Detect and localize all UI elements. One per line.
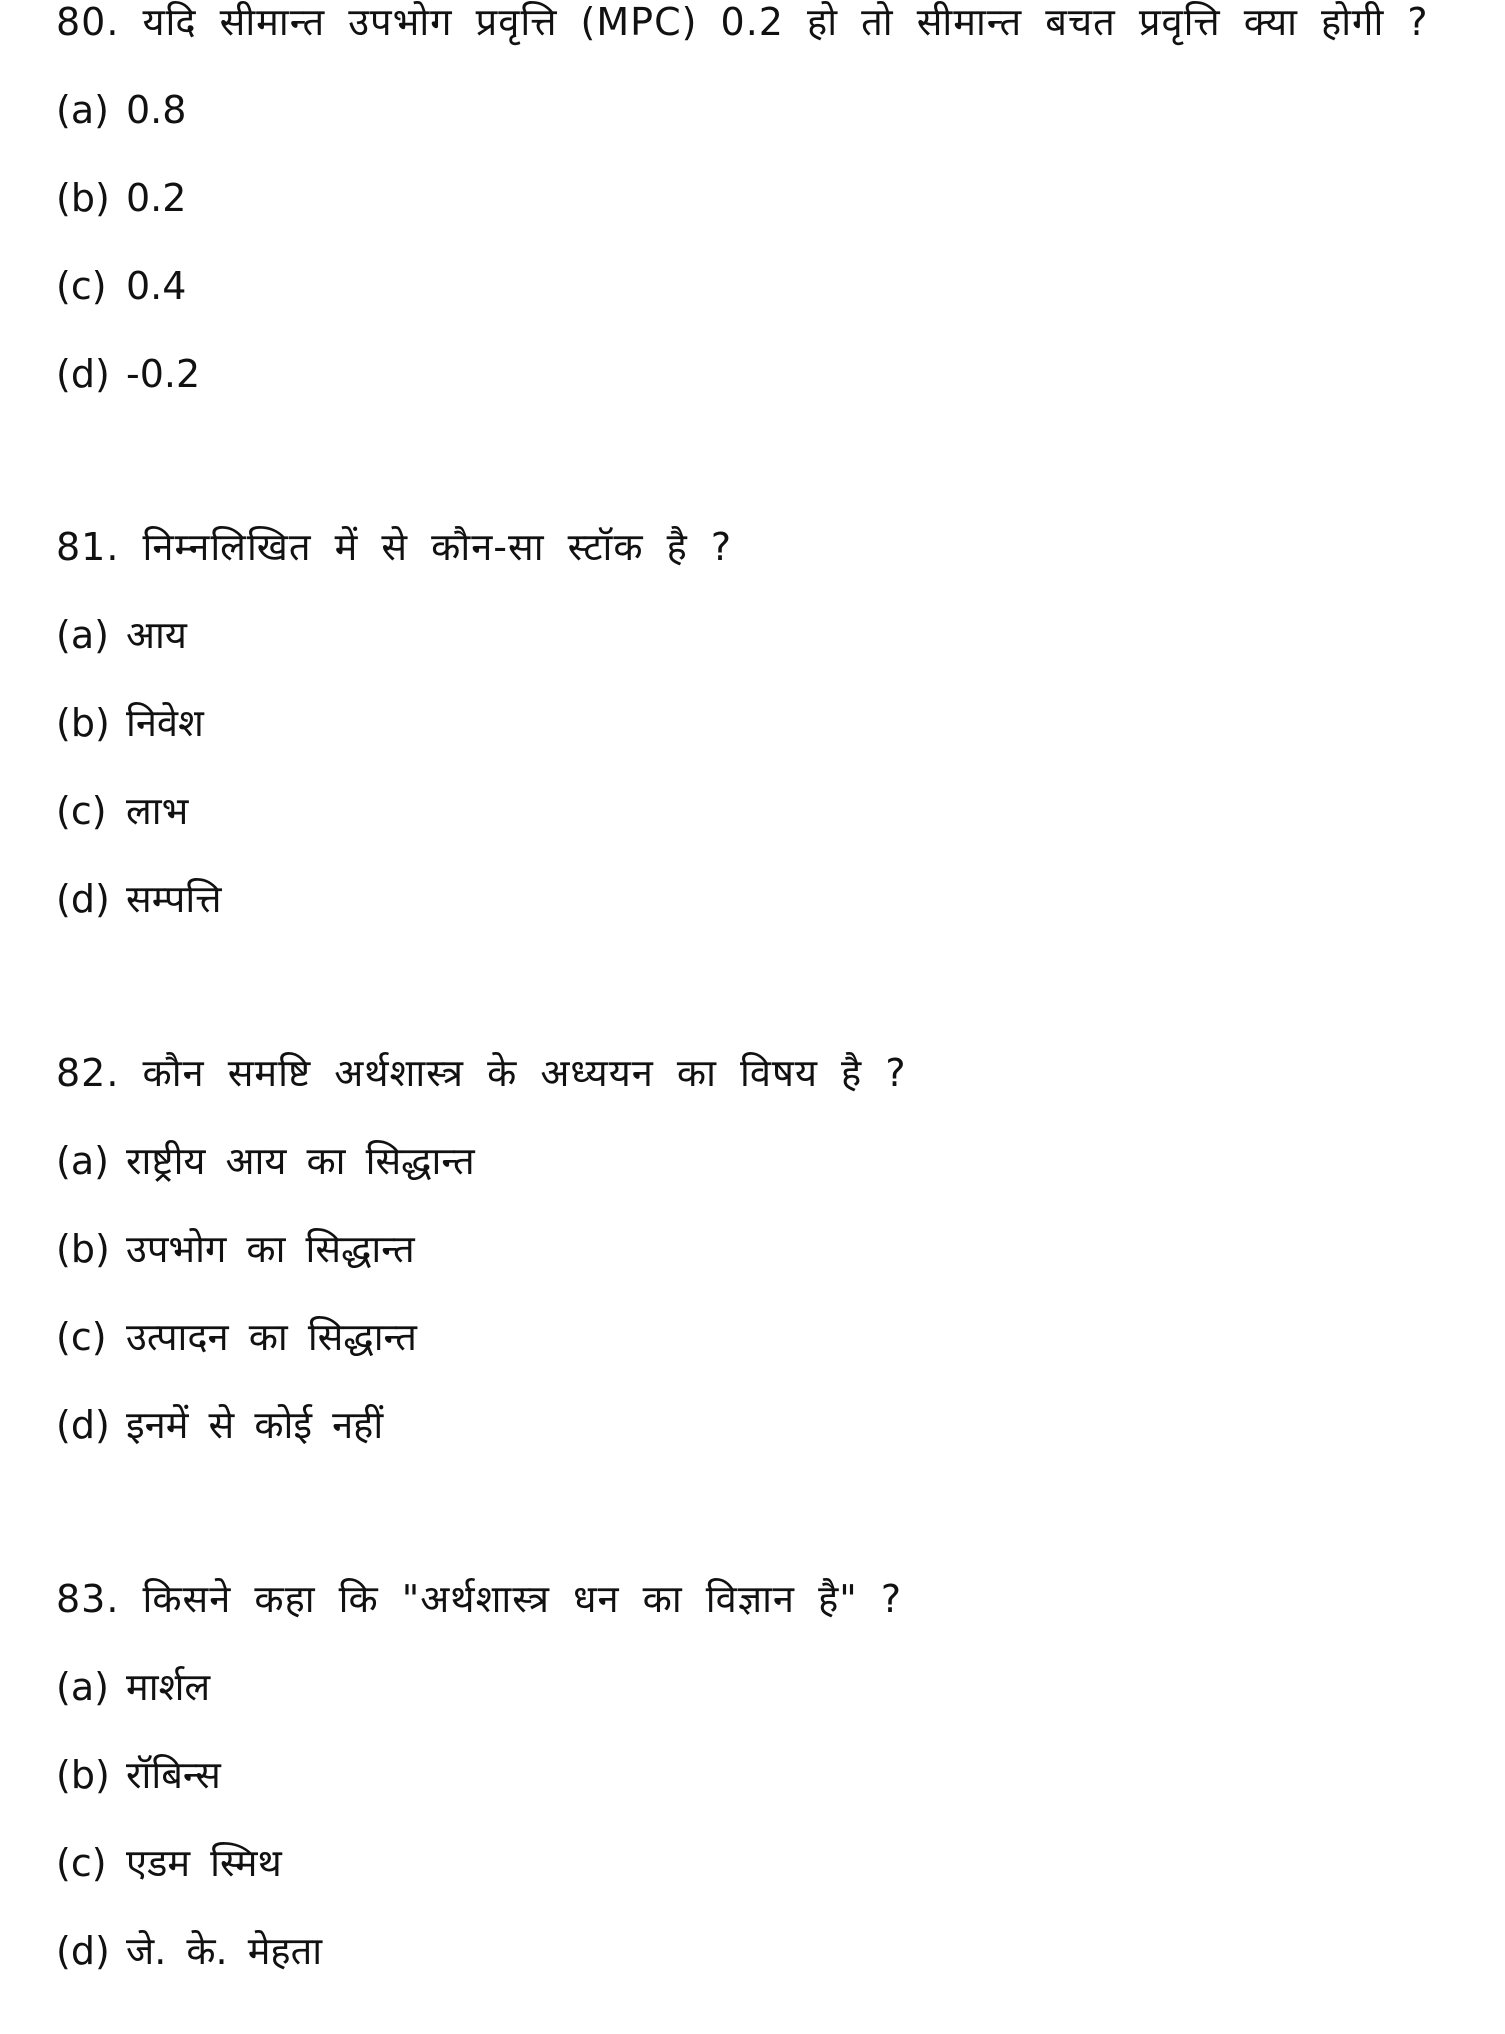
- option-d: [56, 352, 1476, 396]
- option-text: जे. के. मेहता: [126, 1929, 323, 1973]
- option-text: मार्शल: [126, 1665, 211, 1709]
- option-text: इनमें से कोई नहीं: [126, 1403, 384, 1447]
- option-c: [56, 1841, 1476, 1885]
- option-text: एडम स्मिथ: [126, 1841, 282, 1885]
- option-letter: (a): [56, 1139, 109, 1183]
- option-letter: (d): [56, 1929, 110, 1973]
- option-b: [56, 1227, 1476, 1271]
- option-text: उपभोग का सिद्धान्त: [126, 1227, 415, 1271]
- option-a: [56, 88, 1476, 132]
- option-letter: (a): [56, 613, 109, 657]
- option-d: [56, 1929, 1476, 1973]
- option-text: लाभ: [126, 789, 189, 833]
- option-letter: (d): [56, 877, 110, 921]
- option-b: [56, 1753, 1476, 1797]
- option-text: सम्पत्ति: [126, 877, 222, 921]
- question-text: 80. यदि सीमान्त उपभोग प्रवृत्ति (MPC) 0.2 हो तो सीमान्त बचत प्रवृत्ति क्या होगी ?: [56, 0, 1429, 44]
- option-letter: (b): [56, 1753, 110, 1797]
- option-text: 0.8: [126, 88, 187, 132]
- option-a: [56, 1139, 1476, 1183]
- option-letter: (d): [56, 352, 110, 396]
- option-text: उत्पादन का सिद्धान्त: [126, 1315, 417, 1359]
- option-text: निवेश: [126, 701, 204, 745]
- option-b: [56, 701, 1476, 745]
- option-text: रॉबिन्स: [126, 1753, 221, 1797]
- option-letter: (c): [56, 264, 107, 308]
- option-text: 0.2: [126, 176, 187, 220]
- option-text: 0.4: [126, 264, 187, 308]
- question-text: 81. निम्नलिखित में से कौन-सा स्टॉक है ?: [56, 525, 733, 569]
- option-letter: (c): [56, 789, 107, 833]
- question-80: [56, 0, 1476, 396]
- option-c: [56, 1315, 1476, 1359]
- option-letter: (c): [56, 1841, 107, 1885]
- option-letter: (b): [56, 701, 110, 745]
- question-81: [56, 525, 1476, 921]
- question-83: [56, 1577, 1476, 1973]
- option-c: [56, 789, 1476, 833]
- option-letter: (a): [56, 1665, 109, 1709]
- option-letter: (c): [56, 1315, 107, 1359]
- option-text: आय: [126, 613, 187, 657]
- option-letter: (a): [56, 88, 109, 132]
- option-a: [56, 613, 1476, 657]
- option-d: [56, 877, 1476, 921]
- question-text: 82. कौन समष्टि अर्थशास्त्र के अध्ययन का विषय है ?: [56, 1051, 907, 1095]
- option-letter: (b): [56, 176, 110, 220]
- question-text: 83. किसने कहा कि "अर्थशास्त्र धन का विज्ञान है" ?: [56, 1577, 902, 1621]
- option-b: [56, 176, 1476, 220]
- option-c: [56, 264, 1476, 308]
- option-a: [56, 1665, 1476, 1709]
- option-d: [56, 1403, 1476, 1447]
- option-letter: (d): [56, 1403, 110, 1447]
- option-text: -0.2: [126, 352, 201, 396]
- option-letter: (b): [56, 1227, 110, 1271]
- option-text: राष्ट्रीय आय का सिद्धान्त: [126, 1139, 475, 1183]
- question-82: [56, 1051, 1476, 1447]
